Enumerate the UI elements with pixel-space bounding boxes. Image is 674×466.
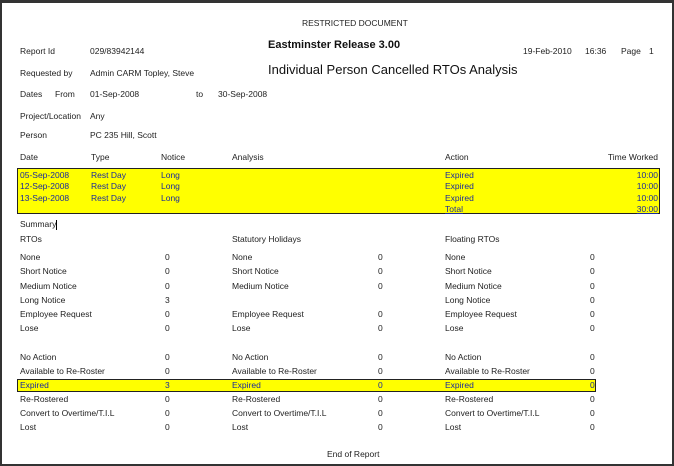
- expired-highlight: [17, 379, 596, 392]
- from-label: From: [55, 89, 75, 99]
- summary-value: 0: [590, 323, 595, 333]
- summary-group-title: RTOs: [20, 234, 42, 244]
- col-time-worked: Time Worked: [607, 152, 658, 162]
- summary-label: Re-Rostered: [445, 394, 494, 404]
- summary-value: 0: [378, 309, 383, 319]
- row-time: 10:00: [636, 170, 658, 180]
- summary-label: Available to Re-Roster: [232, 366, 317, 376]
- total-value: 30:00: [636, 204, 658, 214]
- summary-value: 0: [165, 352, 170, 362]
- summary-label: Employee Request: [20, 309, 92, 319]
- row-date: 12-Sep-2008: [20, 181, 70, 192]
- summary-value: 0: [165, 408, 170, 418]
- summary-value: 0: [378, 408, 383, 418]
- summary-value: 0: [590, 422, 595, 432]
- summary-value: 0: [590, 295, 595, 305]
- person-label: Person: [20, 130, 47, 140]
- to-date: 30-Sep-2008: [218, 89, 268, 99]
- summary-label: None: [445, 252, 466, 262]
- summary-value: 3: [165, 380, 170, 390]
- row-action: Expired: [445, 170, 474, 180]
- summary-value: 0: [165, 266, 170, 276]
- summary-value: 0: [378, 380, 383, 390]
- summary-label: Convert to Overtime/T.I.L: [20, 408, 115, 418]
- summary-label: Short Notice: [232, 266, 279, 276]
- summary-label: Lose: [445, 323, 464, 333]
- end-of-report: End of Report: [327, 449, 380, 459]
- row-type: Rest Day: [91, 192, 126, 203]
- page-label: Page: [621, 46, 641, 56]
- summary-value: 0: [165, 309, 170, 319]
- summary-value: 0: [590, 252, 595, 262]
- summary-label: Convert to Overtime/T.I.L: [232, 408, 327, 418]
- summary-value: 0: [165, 252, 170, 262]
- summary-label: Lose: [232, 323, 251, 333]
- summary-label: Lose: [20, 323, 39, 333]
- person: PC 235 Hill, Scott: [90, 130, 157, 140]
- requested-by: Admin CARM Topley, Steve: [90, 68, 195, 78]
- row-notice: Long: [161, 170, 180, 180]
- dates-label: Dates: [20, 89, 43, 99]
- summary-label: Re-Rostered: [20, 394, 69, 404]
- row-date: 13-Sep-2008: [20, 192, 70, 203]
- row-type: Rest Day: [91, 181, 126, 192]
- summary-value: 0: [378, 252, 383, 262]
- summary-value: 0: [378, 422, 383, 432]
- summary-value: 0: [165, 366, 170, 376]
- report-title: Individual Person Cancelled RTOs Analysis: [268, 62, 518, 77]
- summary-value: 0: [165, 323, 170, 333]
- requested-by-label: Requested by: [20, 68, 73, 78]
- project-label: Project/Location: [20, 111, 81, 121]
- summary-title-text: Summary: [20, 219, 57, 229]
- summary-label: Lost: [20, 422, 37, 432]
- row-action: Expired: [445, 192, 474, 203]
- summary-label: Re-Rostered: [232, 394, 281, 404]
- summary-value: 0: [590, 352, 595, 362]
- summary-label: Expired: [232, 380, 261, 390]
- summary-label: Short Notice: [20, 266, 67, 276]
- col-notice: Notice: [161, 152, 186, 162]
- summary-label: No Action: [445, 352, 482, 362]
- report-date: 19-Feb-2010: [523, 46, 572, 56]
- row-notice: Long: [161, 181, 180, 192]
- summary-value: 3: [165, 295, 170, 305]
- summary-label: No Action: [20, 352, 57, 362]
- summary-label: Short Notice: [445, 266, 492, 276]
- summary-label: Lost: [232, 422, 249, 432]
- row-type: Rest Day: [91, 170, 126, 180]
- summary-label: Medium Notice: [445, 281, 502, 291]
- col-date: Date: [20, 152, 38, 162]
- summary-label: Lost: [445, 422, 462, 432]
- summary-value: 0: [378, 266, 383, 276]
- summary-value: 0: [378, 281, 383, 291]
- summary-label: Expired: [445, 380, 474, 390]
- summary-value: 0: [378, 394, 383, 404]
- project: Any: [90, 111, 105, 121]
- total-label: Total: [445, 204, 463, 214]
- summary-label: No Action: [232, 352, 269, 362]
- summary-value: 0: [590, 366, 595, 376]
- summary-value: 0: [590, 309, 595, 319]
- summary-value: 0: [378, 352, 383, 362]
- summary-value: 0: [590, 394, 595, 404]
- row-date: 05-Sep-2008: [20, 170, 70, 180]
- summary-value: 0: [378, 323, 383, 333]
- summary-label: Employee Request: [445, 309, 517, 319]
- col-action: Action: [445, 152, 469, 162]
- summary-label: Expired: [20, 380, 49, 390]
- app-title: Eastminster Release 3.00: [268, 39, 401, 51]
- summary-label: None: [232, 252, 253, 262]
- to-label: to: [196, 89, 204, 99]
- report-id: 029/83942144: [90, 46, 145, 56]
- report-id-label: Report Id: [20, 46, 55, 56]
- summary-value: 0: [590, 380, 595, 390]
- row-time: 10:00: [636, 192, 658, 203]
- summary-label: Convert to Overtime/T.I.L: [445, 408, 540, 418]
- summary-label: Employee Request: [232, 309, 304, 319]
- col-analysis: Analysis: [232, 152, 264, 162]
- summary-label: Medium Notice: [232, 281, 289, 291]
- summary-value: 0: [165, 422, 170, 432]
- summary-label: None: [20, 252, 41, 262]
- summary-label: Available to Re-Roster: [445, 366, 530, 376]
- row-time: 10:00: [636, 181, 658, 192]
- row-notice: Long: [161, 192, 180, 203]
- summary-value: 0: [590, 266, 595, 276]
- summary-label: Long Notice: [445, 295, 491, 305]
- from-date: 01-Sep-2008: [90, 89, 140, 99]
- summary-label: Long Notice: [20, 295, 66, 305]
- text-cursor: [56, 220, 57, 230]
- summary-group-title: Floating RTOs: [445, 234, 500, 244]
- summary-label: Available to Re-Roster: [20, 366, 105, 376]
- summary-group-title: Statutory Holidays: [232, 234, 301, 244]
- summary-value: 0: [590, 408, 595, 418]
- row-action: Expired: [445, 181, 474, 192]
- summary-label: Medium Notice: [20, 281, 77, 291]
- summary-value: 0: [590, 281, 595, 291]
- summary-value: 0: [378, 366, 383, 376]
- summary-value: 0: [165, 394, 170, 404]
- restricted-banner: RESTRICTED DOCUMENT: [302, 18, 408, 28]
- summary-title: [20, 219, 57, 230]
- page-number: 1: [649, 46, 654, 56]
- col-type: Type: [91, 152, 110, 162]
- summary-value: 0: [165, 281, 170, 291]
- report-time: 16:36: [585, 46, 607, 56]
